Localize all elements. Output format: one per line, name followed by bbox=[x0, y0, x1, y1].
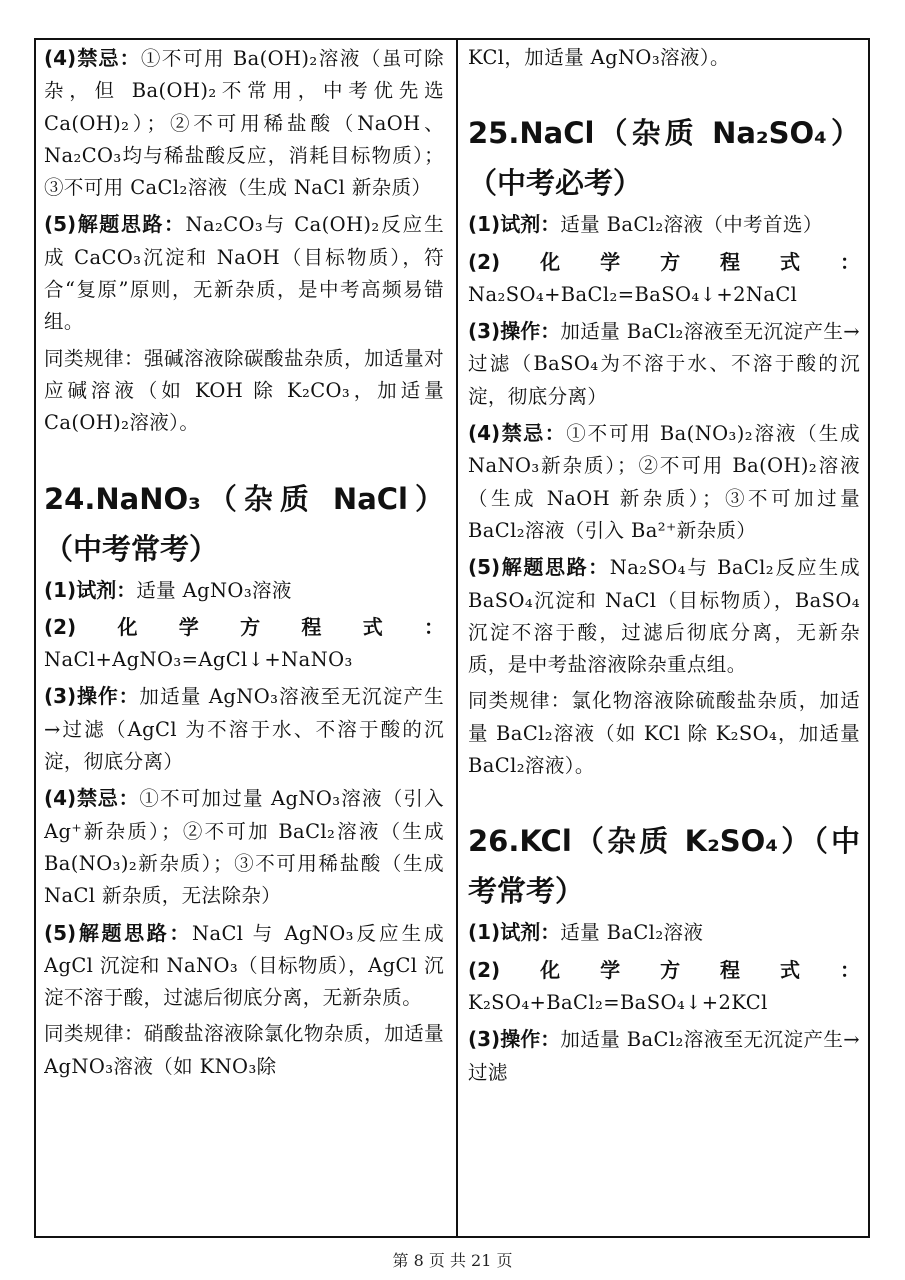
s25-item-4-text: ①不可用 Ba(NO₃)₂溶液（生成 NaNO₃新杂质）；②不可用 Ba(OH)₂溶液（生成 NaOH 新杂质）；③不可加过量 BaCl₂溶液（引入 Ba²⁺新杂质） bbox=[468, 422, 860, 542]
s24-item-2-text: NaCl+AgNO₃=AgCl↓+NaNO₃ bbox=[44, 648, 353, 672]
s25-item-5 bbox=[468, 551, 860, 681]
s24-item-3-label: (3)操作： bbox=[44, 684, 140, 709]
section-25-title: 25.NaCl（杂质 Na₂SO₄）（中考必考） bbox=[468, 116, 860, 201]
s24-item-5 bbox=[44, 917, 444, 1015]
right-column bbox=[468, 42, 860, 1234]
s25-item-5-label: (5)解题思路： bbox=[468, 555, 610, 580]
s25-item-4-label: (4)禁忌： bbox=[468, 421, 567, 446]
s24-item-3-text: 加适量 AgNO₃溶液至无沉淀产生→过滤（AgCl 为不溶于水、不溶于酸的沉淀，彻底分离） bbox=[44, 685, 444, 774]
s24-item-1 bbox=[44, 574, 444, 607]
s25-item-3-label: (3)操作： bbox=[468, 319, 561, 344]
section-26-title: 26.KCl（杂质 K₂SO₄）（中考常考） bbox=[468, 824, 860, 909]
s26-item-2-text: K₂SO₄+BaCl₂=BaSO₄↓+2KCl bbox=[468, 990, 768, 1014]
s25-item-3 bbox=[468, 315, 860, 413]
section-24-title: 24.NaNO₃（杂质 NaCl）（中考常考） bbox=[44, 481, 444, 566]
s24-item-2 bbox=[44, 611, 444, 677]
s26-item-1-text: 适量 BaCl₂溶液 bbox=[560, 921, 704, 945]
s25-item-3-text: 加适量 BaCl₂溶液至无沉淀产生→过滤（BaSO₄为不溶于水、不溶于酸的沉淀，彻底分离） bbox=[468, 320, 860, 408]
s23-item-4 bbox=[44, 42, 444, 204]
s23-item-4-label: (4)禁忌： bbox=[44, 46, 141, 70]
s23-item-5-label: (5)解题思路： bbox=[44, 212, 186, 237]
s26-item-1 bbox=[468, 916, 860, 949]
s25-item-2-label: (2)化学方程式： bbox=[468, 249, 860, 274]
s24-rule: 同类规律：硝酸盐溶液除氯化物杂质，加适量 AgNO₃溶液（如 KNO₃除 bbox=[44, 1022, 444, 1078]
column-divider bbox=[456, 38, 458, 1238]
s25-rule: 同类规律：氯化物溶液除硫酸盐杂质，加适量 BaCl₂溶液（如 KCl 除 K₂SO₄，加适量 BaCl₂溶液）。 bbox=[468, 689, 860, 778]
s24-item-4 bbox=[44, 782, 444, 912]
s23-rule: 同类规律：强碱溶液除碳酸盐杂质，加适量对应碱溶液（如 KOH 除 K₂CO₃，加适量 Ca(OH)₂溶液）。 bbox=[44, 346, 444, 435]
s23-item-5 bbox=[44, 208, 444, 338]
s26-item-3-label: (3)操作： bbox=[468, 1027, 561, 1052]
s25-item-4 bbox=[468, 417, 860, 547]
s24-item-2-label: (2)化学方程式： bbox=[44, 614, 444, 639]
s25-item-1 bbox=[468, 208, 860, 241]
s25-item-1-text: 适量 BaCl₂溶液（中考首选） bbox=[560, 213, 823, 237]
s23-item-5-text: Na₂CO₃与 Ca(OH)₂反应生成 CaCO₃沉淀和 NaOH（目标物质），符合“复原”原则，无新杂质，是中考高频易错组。 bbox=[44, 213, 444, 334]
s25-item-1-label: (1)试剂： bbox=[468, 212, 561, 237]
s23-item-4-text: ①不可用 Ba(OH)₂溶液（虽可除杂，但 Ba(OH)₂不常用，中考优先选 Ca(OH)₂）；②不可用稀盐酸（NaOH、Na₂CO₃均与稀盐酸反应，消耗目标物质）；③不可用 CaCl₂溶液（生成 NaCl 新杂质） bbox=[44, 47, 444, 200]
s24-item-4-text: ①不可加过量 AgNO₃溶液（引入 Ag⁺新杂质）；②不可加 BaCl₂溶液（生成 Ba(NO₃)₂新杂质）；③不可用稀盐酸（生成 NaCl 新杂质，无法除杂） bbox=[44, 787, 444, 908]
s26-item-2-label: (2)化学方程式： bbox=[468, 957, 860, 982]
s24-item-1-text: 适量 AgNO₃溶液 bbox=[136, 578, 292, 602]
s26-item-3 bbox=[468, 1023, 860, 1089]
s25-item-5-text: Na₂SO₄与 BaCl₂反应生成 BaSO₄沉淀和 NaCl（目标物质），BaSO₄沉淀不溶于酸，过滤后彻底分离，无新杂质，是中考盐溶液除杂重点组。 bbox=[468, 556, 860, 677]
s26-item-1-label: (1)试剂： bbox=[468, 920, 561, 945]
s24-item-4-label: (4)禁忌： bbox=[44, 786, 140, 811]
page-footer: 第 8 页 共 21 页 bbox=[392, 1251, 513, 1270]
s25-item-2 bbox=[468, 246, 860, 312]
s24-rule-continued: KCl，加适量 AgNO₃溶液）。 bbox=[468, 46, 730, 69]
s24-item-5-label: (5)解题思路： bbox=[44, 920, 192, 945]
s25-item-2-text: Na₂SO₄+BaCl₂=BaSO₄↓+2NaCl bbox=[468, 282, 798, 306]
s24-item-1-label: (1)试剂： bbox=[44, 577, 137, 602]
s24-item-3 bbox=[44, 680, 444, 778]
s24-item-5-text: NaCl 与 AgNO₃反应生成 AgCl 沉淀和 NaNO₃（目标物质），AgCl 沉淀不溶于酸，过滤后彻底分离，无新杂质。 bbox=[44, 921, 444, 1010]
s26-item-2 bbox=[468, 954, 860, 1020]
s26-item-3-text: 加适量 BaCl₂溶液至无沉淀产生→过滤 bbox=[468, 1028, 860, 1084]
left-column bbox=[44, 42, 444, 1234]
